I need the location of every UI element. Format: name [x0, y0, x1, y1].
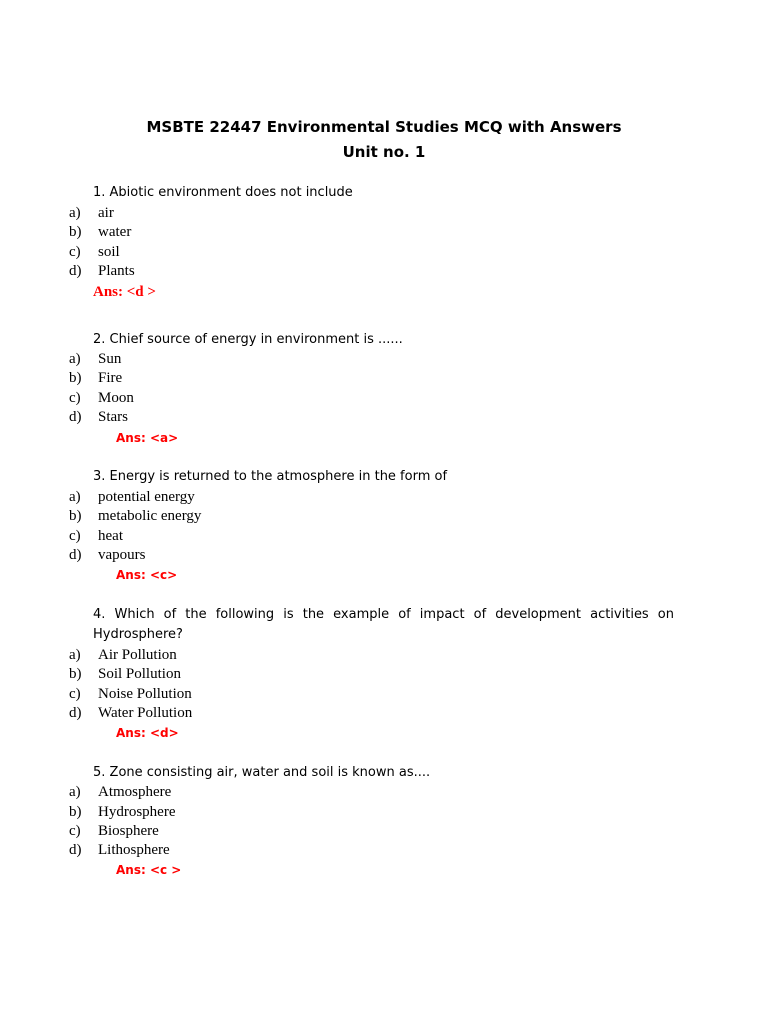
option-text: soil	[98, 244, 120, 260]
question-4-option-d	[69, 703, 192, 723]
question-5-text: 5. Zone consisting air, water and soil is known as....	[93, 765, 431, 780]
question-4-option-c	[69, 684, 192, 704]
option-text: metabolic energy	[98, 508, 202, 524]
option-text: heat	[98, 528, 123, 544]
option-text: Sun	[98, 351, 122, 367]
option-text: Hydrosphere	[98, 804, 176, 820]
question-3-option-c	[69, 526, 123, 546]
document-title: MSBTE 22447 Environmental Studies MCQ with Answers	[146, 118, 622, 136]
option-letter: c)	[69, 528, 81, 544]
option-letter: a)	[69, 351, 81, 367]
option-text: Soil Pollution	[98, 666, 181, 682]
option-letter: a)	[69, 205, 81, 221]
option-letter: d)	[69, 842, 82, 858]
option-letter: b)	[69, 666, 82, 682]
question-5-option-c	[69, 821, 159, 841]
question-5-option-d	[69, 840, 170, 860]
question-1-option-b	[69, 222, 131, 242]
question-3-text: 3. Energy is returned to the atmosphere in the form of	[93, 469, 448, 484]
option-text: Atmosphere	[98, 784, 172, 800]
option-letter: d)	[69, 705, 82, 721]
question-3-option-b	[69, 506, 201, 526]
question-2-answer: Ans: <a>	[116, 431, 179, 445]
question-1-option-d	[69, 261, 135, 281]
question-4-option-b	[69, 664, 181, 684]
question-2-option-a	[69, 349, 121, 369]
option-text: Stars	[98, 409, 128, 425]
question-1-text: 1. Abiotic environment does not include	[93, 185, 353, 200]
option-letter: b)	[69, 804, 82, 820]
option-letter: c)	[69, 686, 81, 702]
option-letter: c)	[69, 390, 81, 406]
option-letter: c)	[69, 244, 81, 260]
option-letter: a)	[69, 489, 81, 505]
option-text: Fire	[98, 370, 123, 386]
option-text: water	[98, 224, 132, 240]
option-text: Noise Pollution	[98, 686, 192, 702]
option-text: potential energy	[98, 489, 195, 505]
question-1-answer: Ans: <d >	[93, 284, 156, 300]
option-letter: c)	[69, 823, 81, 839]
question-1-option-a	[69, 203, 114, 223]
option-text: vapours	[98, 547, 146, 563]
option-letter: d)	[69, 547, 82, 563]
question-1-option-c	[69, 242, 120, 262]
option-text: Moon	[98, 390, 134, 406]
question-4-option-a	[69, 645, 177, 665]
question-4-text: 4. Which of the following is the example of impact of development activities on Hydrosphere?	[93, 607, 674, 642]
option-letter: d)	[69, 263, 82, 279]
question-3-option-a	[69, 487, 195, 507]
option-letter: b)	[69, 224, 82, 240]
option-letter: d)	[69, 409, 82, 425]
option-text: Biosphere	[98, 823, 159, 839]
option-text: Water Pollution	[98, 705, 193, 721]
question-2-option-d	[69, 407, 128, 427]
question-3-option-d	[69, 545, 146, 565]
question-5-option-a	[69, 782, 171, 802]
option-letter: b)	[69, 508, 82, 524]
option-letter: a)	[69, 647, 81, 663]
document-subtitle: Unit no. 1	[342, 143, 426, 161]
option-text: Lithosphere	[98, 842, 170, 858]
question-5-option-b	[69, 802, 175, 822]
question-3-answer: Ans: <c>	[116, 568, 178, 582]
option-text: Plants	[98, 263, 135, 279]
question-2-text: 2. Chief source of energy in environment is ......	[93, 332, 403, 347]
option-letter: b)	[69, 370, 82, 386]
question-4-answer: Ans: <d>	[116, 726, 179, 740]
option-letter: a)	[69, 784, 81, 800]
option-text: air	[98, 205, 114, 221]
option-text: Air Pollution	[98, 647, 177, 663]
question-2-option-c	[69, 388, 134, 408]
question-5-answer: Ans: <c >	[116, 863, 182, 877]
question-2-option-b	[69, 368, 122, 388]
